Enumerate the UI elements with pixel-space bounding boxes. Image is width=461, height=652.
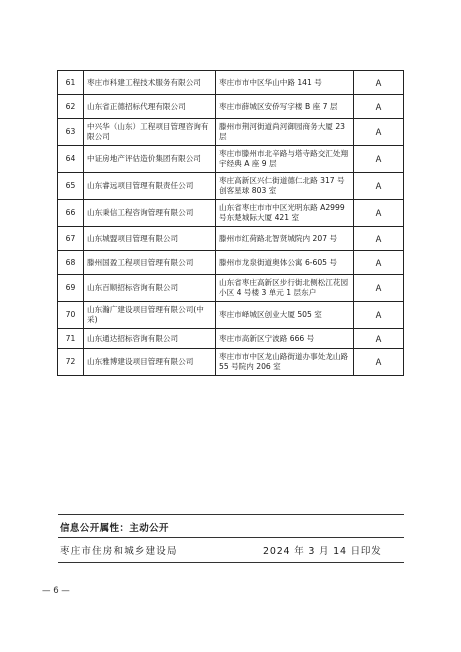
company-address: 枣庄市市中区华山中路 141 号 [216, 71, 354, 95]
table-row [58, 302, 404, 329]
company-address: 枣庄市薛城区安侨写字楼 B 座 7 层 [216, 95, 354, 119]
company-address: 滕州市荆河街道尚河御园商务大厦 23 层 [216, 119, 354, 146]
table-row [58, 71, 404, 95]
footer-bottom-rule [58, 562, 404, 563]
row-number: 63 [58, 119, 84, 146]
company-address: 滕州市龙泉街道奥体公寓 6-605 号 [216, 251, 354, 275]
company-address: 枣庄市滕州市北辛路与塔寺路交汇处翔宇经典 A 座 9 层 [216, 146, 354, 173]
table-row [58, 173, 404, 200]
table-row [58, 200, 404, 227]
credit-grade: A [354, 349, 404, 376]
disclosure-attribute: 信息公开属性：主动公开 [60, 523, 169, 534]
table-row [58, 275, 404, 302]
company-name: 山东秉信工程咨询管理有限公司 [84, 200, 216, 227]
company-name: 山东百顺招标咨询有限公司 [84, 275, 216, 302]
company-name: 山东省正德招标代理有限公司 [84, 95, 216, 119]
credit-grade: A [354, 200, 404, 227]
row-number: 71 [58, 329, 84, 349]
credit-grade: A [354, 71, 404, 95]
footer-middle-rule [58, 537, 404, 538]
issue-date: 2024 年 3 月 14 日印发 [263, 546, 382, 557]
credit-grade: A [354, 302, 404, 329]
table-row [58, 349, 404, 376]
credit-grade: A [354, 95, 404, 119]
credit-grade: A [354, 329, 404, 349]
company-address: 枣庄高新区兴仁街道德仁北路 317 号创客星球 803 室 [216, 173, 354, 200]
company-name: 山东雅博建设项目管理有限公司 [84, 349, 216, 376]
row-number: 68 [58, 251, 84, 275]
credit-grade: A [354, 119, 404, 146]
company-address: 山东省枣庄高新区步行街北侧松江花园小区 4 号楼 3 单元 1 层东户 [216, 275, 354, 302]
credit-grade: A [354, 146, 404, 173]
table-row [58, 227, 404, 251]
table-row [58, 119, 404, 146]
page-number: — 6 — [42, 586, 70, 596]
company-name: 山东睿远项目管理有限责任公司 [84, 173, 216, 200]
row-number: 62 [58, 95, 84, 119]
company-address: 滕州市红荷路北智贤城院内 207 号 [216, 227, 354, 251]
row-number: 66 [58, 200, 84, 227]
company-name: 滕州国盈工程项目管理有限公司 [84, 251, 216, 275]
company-name: 中兴华（山东）工程项目管理咨询有限公司 [84, 119, 216, 146]
company-address: 山东省枣庄市市中区光明东路 A2999 号东楚城际大厦 421 室 [216, 200, 354, 227]
row-number: 70 [58, 302, 84, 329]
company-name: 中证房地产评估造价集团有限公司 [84, 146, 216, 173]
row-number: 72 [58, 349, 84, 376]
company-name: 山东通达招标咨询有限公司 [84, 329, 216, 349]
table-row [58, 146, 404, 173]
footer-top-rule [58, 514, 404, 515]
table-row [58, 329, 404, 349]
credit-grade: A [354, 275, 404, 302]
company-address: 枣庄市高新区宁波路 666 号 [216, 329, 354, 349]
credit-grade: A [354, 173, 404, 200]
row-number: 67 [58, 227, 84, 251]
agency-table-body [58, 71, 404, 376]
company-name: 山东城盟项目管理有限公司 [84, 227, 216, 251]
row-number: 65 [58, 173, 84, 200]
credit-grade: A [354, 227, 404, 251]
issuing-authority: 枣庄市住房和城乡建设局 [60, 546, 178, 557]
company-name: 枣庄市科建工程技术服务有限公司 [84, 71, 216, 95]
table-row [58, 251, 404, 275]
row-number: 64 [58, 146, 84, 173]
table-row [58, 95, 404, 119]
credit-grade: A [354, 251, 404, 275]
company-name: 山东瀚广建设项目管理有限公司(中采) [84, 302, 216, 329]
company-address: 枣庄市市中区龙山路街道办事处龙山路 55 号院内 206 室 [216, 349, 354, 376]
row-number: 69 [58, 275, 84, 302]
company-address: 枣庄市峄城区创业大厦 505 室 [216, 302, 354, 329]
row-number: 61 [58, 71, 84, 95]
agency-table [57, 70, 404, 376]
